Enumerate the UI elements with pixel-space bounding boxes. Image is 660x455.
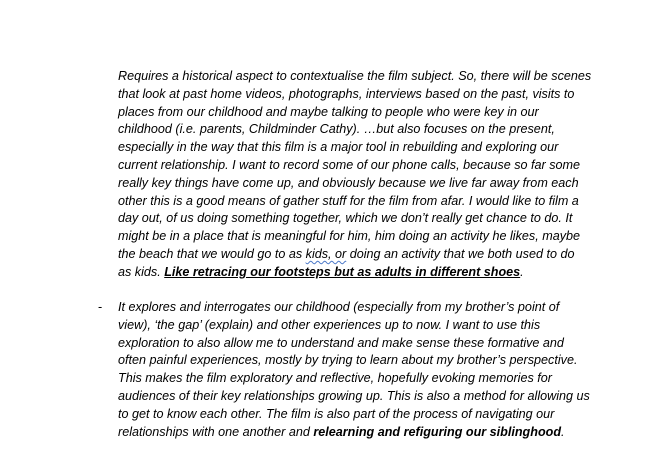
emphasis-text: Like retracing our footsteps but as adults in different shoes <box>164 264 521 279</box>
text-line: to get to know each other. The film is also part of the process of navigating our <box>118 406 555 421</box>
text-segment: . <box>520 264 524 279</box>
paragraph-explores-childhood <box>118 299 590 441</box>
text-line: exploration to also allow me to understand and make sense these formative and <box>118 335 564 350</box>
emphasis-text: relearning and refiguring our siblinghood <box>313 424 562 439</box>
text-line: really key things have come up, and obviously because we live far away from each <box>118 175 579 190</box>
text-line: might be in a place that is meaningful for him, him doing an activity he likes, maybe <box>118 229 581 244</box>
text-line: view), ‘the gap’ (explain) and other experiences up to now. I want to use this <box>118 317 541 332</box>
text-line: day out, of us doing something together, which we don’t really get chance to do. It <box>118 211 573 226</box>
text-line: places from our childhood and maybe talking to people who were key in our <box>118 104 539 119</box>
text-line <box>118 246 590 264</box>
text-line: It explores and interrogates our childhood (especially from my brother’s point of <box>118 300 560 314</box>
text-segment: doing an activity that we both used to do <box>346 246 575 261</box>
grammar-flagged-text[interactable]: kids, or <box>305 246 347 261</box>
text-line: that look at past home videos, photographs, interviews based on the past, visits to <box>118 86 575 101</box>
text-line: audiences of their key relationships growing up. This is also a method for allowing us <box>118 388 590 403</box>
text-segment: as kids. <box>118 264 165 279</box>
text-line: other this is a good means of gather stuff for the film from afar. I would like to film a <box>118 193 579 208</box>
text-line <box>118 264 590 282</box>
text-line: especially in the way that this film is a major tool in rebuilding and exploring our <box>118 140 559 155</box>
bullet-marker: - <box>98 300 103 314</box>
text-segment: . <box>561 424 565 439</box>
text-line: often painful experiences, mostly by trying to learn about my brother’s perspective. <box>118 353 578 368</box>
text-segment: the beach that we would go to as <box>118 246 306 261</box>
text-line: This makes the film exploratory and reflective, hopefully evoking memories for <box>118 371 552 386</box>
text-line <box>118 424 590 442</box>
text-line: Requires a historical aspect to contextualise the film subject. So, there will be scenes <box>118 69 592 83</box>
text-line: current relationship. I want to record some of our phone calls, because so far some <box>118 157 581 172</box>
text-line: childhood (i.e. parents, Childminder Cathy). …but also focuses on the present, <box>118 122 555 137</box>
paragraph-historical-aspect <box>118 68 590 282</box>
text-segment: relationships with one another and <box>118 424 314 439</box>
